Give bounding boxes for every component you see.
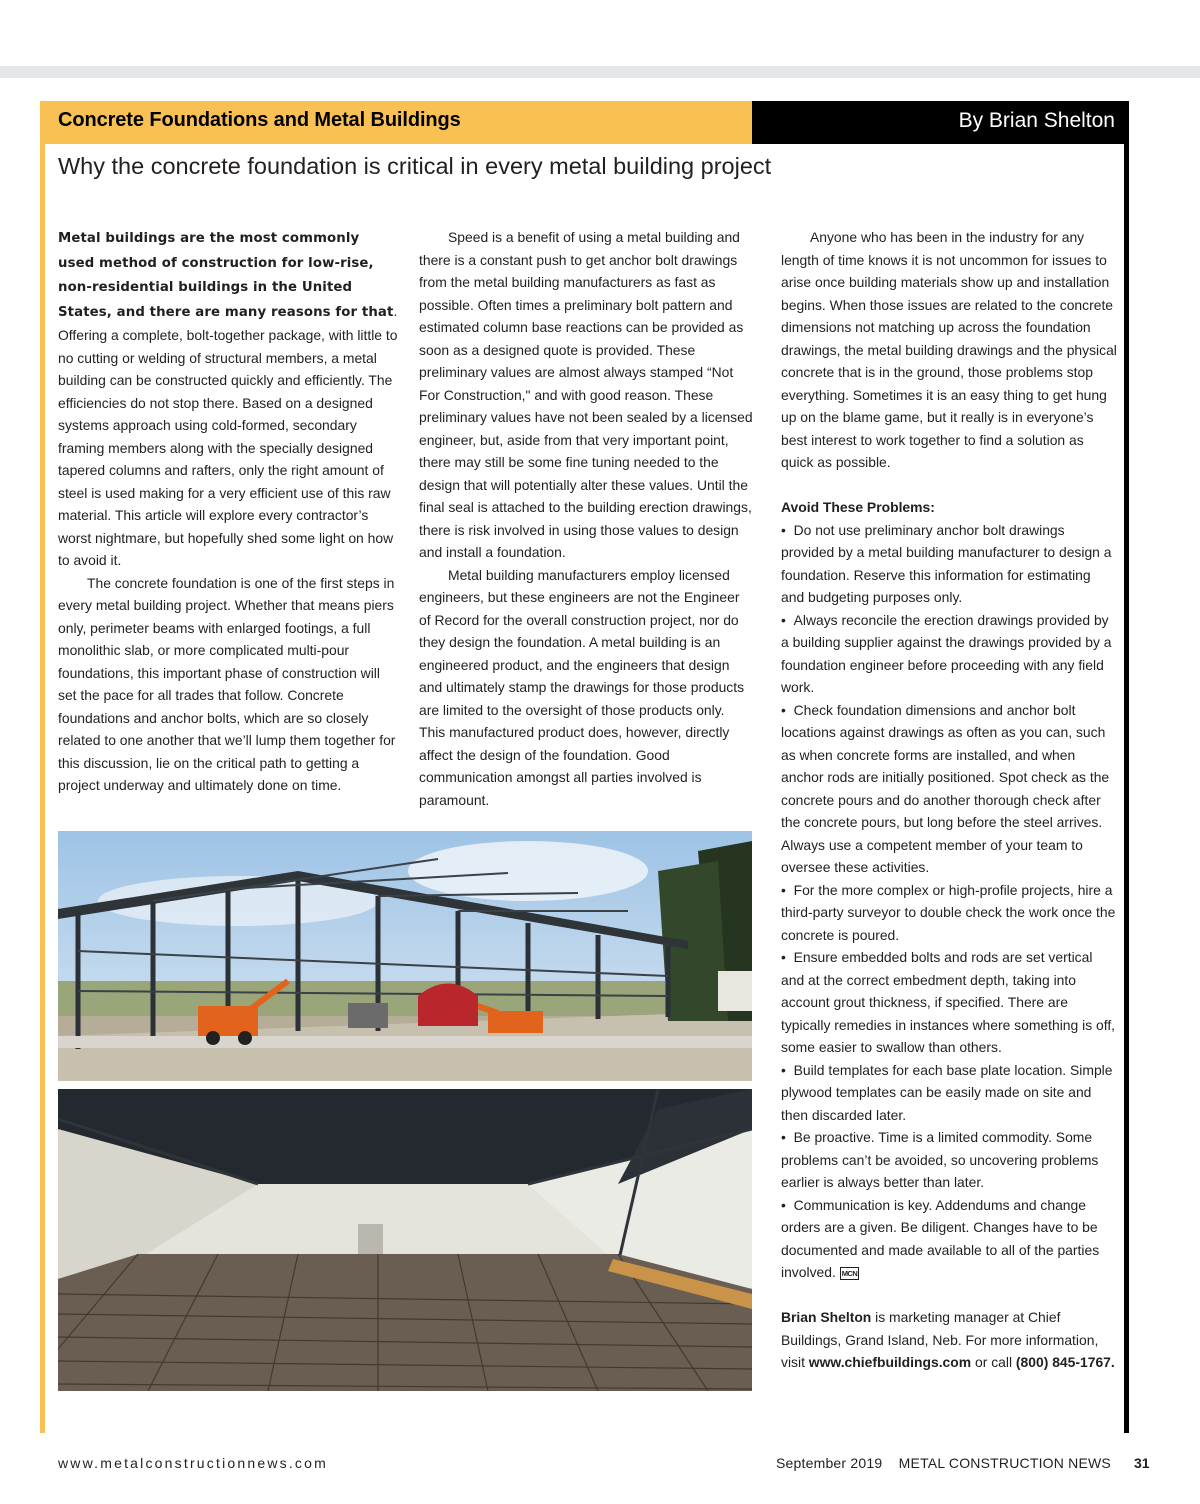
section-heading: Avoid These Problems: <box>781 499 935 515</box>
bio-name: Brian Shelton <box>781 1309 872 1325</box>
bullet-item: • For the more complex or high-profile projects, hire a third-party surveyor to double check the work once the concrete is poured. <box>781 879 1117 947</box>
interior-rebar-illustration <box>58 1089 752 1391</box>
left-accent-rule <box>40 101 45 1433</box>
bio-or-text: or call <box>971 1354 1016 1370</box>
text-column-2 <box>419 226 754 811</box>
author-bio <box>781 1306 1117 1374</box>
bullet-item-last <box>781 1194 1117 1284</box>
right-black-rule <box>1124 101 1129 1433</box>
bullet-item: • Check foundation dimensions and anchor bolt locations against drawings as often as you can, such as when concrete forms are installed, and when anchor rods are initially positioned. Spot check as the concrete pours and do another thorough check after the concrete pours, but long before the steel arrives. Always use a competent member of your team to oversee these activities. <box>781 699 1117 879</box>
mcn-end-mark-icon: MCN <box>841 1269 858 1278</box>
steel-frame-illustration <box>58 831 752 1081</box>
paragraph: Speed is a benefit of using a metal building and there is a constant push to get anchor bolt drawings from the metal building manufacturers as fast as possible. Often times a preliminary bolt pattern and estimated column base reactions can be provided as soon as a designed quote is provided. These preliminary values are almost always stamped “Not For Construction," and with good reason. These preliminary values have not been sealed by a licensed engineer, but, aside from that very important point, there may still be some fine tuning needed to the design that will potentially alter these values. Until the final seal is attached to the building erection drawings, there is risk involved in using those values to design and install a foundation. <box>419 229 753 560</box>
article-byline: By Brian Shelton <box>752 101 1129 144</box>
article-subtitle: Why the concrete foundation is critical in every metal building project <box>58 153 772 179</box>
bio-text: is marketing manager at Chief Buildings, Grand Island, Neb. For more information, visit <box>781 1309 1099 1370</box>
bullet-item: • Build templates for each base plate location. Simple plywood templates can be easily made on site and then discarded later. <box>781 1059 1117 1127</box>
paragraph: The concrete foundation is one of the first steps in every metal building project. Whether that means piers only, perimeter beams with enlarged footings, a full monolithic slab, or more complicated multi-pour foundations, this important phase of construction will set the pace for all trades that follow. Concrete foundations and anchor bolts, which are so closely related to one another that we’ll lump them together for this discussion, lie on the critical path to getting a project underway and ultimately done on time. <box>58 574 396 793</box>
footer-issue-text: September 2019 METAL CONSTRUCTION NEWS <box>776 1455 1111 1471</box>
article-header <box>40 101 1129 144</box>
text-column-1 <box>58 226 398 797</box>
spacer <box>781 1284 1117 1307</box>
bullet-text: • Communication is key. Addendums and change orders are a given. Be diligent. Changes have to be documented and made available to all of the parties involved. <box>781 1197 1099 1281</box>
photo-steel-frame <box>58 831 752 1081</box>
bullet-item: • Always reconcile the erection drawings provided by a building supplier against the drawings provided by a foundation engineer before proceeding with any field work. <box>781 609 1117 699</box>
article-title: Concrete Foundations and Metal Buildings <box>40 101 752 144</box>
paragraph: Anyone who has been in the industry for any length of time knows it is not uncommon for issues to arise once building materials show up and installation begins. When those issues are related to the concrete dimensions not matching up across the foundation drawings, the metal building drawings and the physical concrete that is in the ground, those problems stop everything. Sometimes it is an easy thing to get hung up on the blame game, but it really is in everyone’s best interest to work together to find a solution as quick as possible. <box>781 229 1117 470</box>
bullet-item: • Ensure embedded bolts and rods are set vertical and at the correct embedment depth, taking into account grout thickness, if specified. There are typically remedies in instances where something is off, some easier to swallow than others. <box>781 946 1117 1059</box>
paragraph <box>58 226 398 572</box>
bio-url-link[interactable]: www.chiefbuildings.com <box>808 1354 972 1370</box>
bullet-item: • Be proactive. Time is a limited commodity. Some problems can’t be avoided, so uncovering problems earlier is always better than later. <box>781 1126 1117 1194</box>
page-number: 31 <box>1134 1455 1150 1471</box>
footer-website: www.metalconstructionnews.com <box>58 1455 328 1471</box>
top-gray-bar <box>0 66 1200 78</box>
lead-tail-text: . Offering a complete, bolt-together package, with little to no cutting or welding of structural members, a metal building can be constructed quickly and efficiently. The efficiencies do not stop there. Based on a designed systems approach using cold-formed, secondary framing members along with the specially designed tapered columns and rafters, only the right amount of steel is used making for a very efficient use of this raw material. This article will explore every contractor’s worst nightmare, but hopefully shed some light on how to avoid it. <box>58 302 398 568</box>
bio-phone: (800) 845-1767. <box>1015 1354 1115 1370</box>
lead-text: Metal buildings are the most commonly used method of construction for low-rise, non-residential buildings in the United States, and there are many reasons for that <box>58 231 394 320</box>
photo-interior-rebar <box>58 1089 752 1391</box>
text-column-3 <box>781 226 1117 1374</box>
paragraph: Metal building manufacturers employ licensed engineers, but these engineers are not the Engineer of Record for the overall construction project, nor do they design the foundation. A metal building is an engineered product, and the engineers that design and ultimately stamp the drawings for those products are limited to the oversight of those products only. This manufactured product does, however, directly affect the design of the foundation. Good communication amongst all parties involved is paramount. <box>419 566 745 808</box>
spacer <box>781 474 1117 497</box>
footer-issue <box>776 1455 1111 1471</box>
bullet-item: • Do not use preliminary anchor bolt drawings provided by a metal building manufacturer to design a foundation. Reserve this information for estimating and budgeting purposes only. <box>781 519 1117 609</box>
